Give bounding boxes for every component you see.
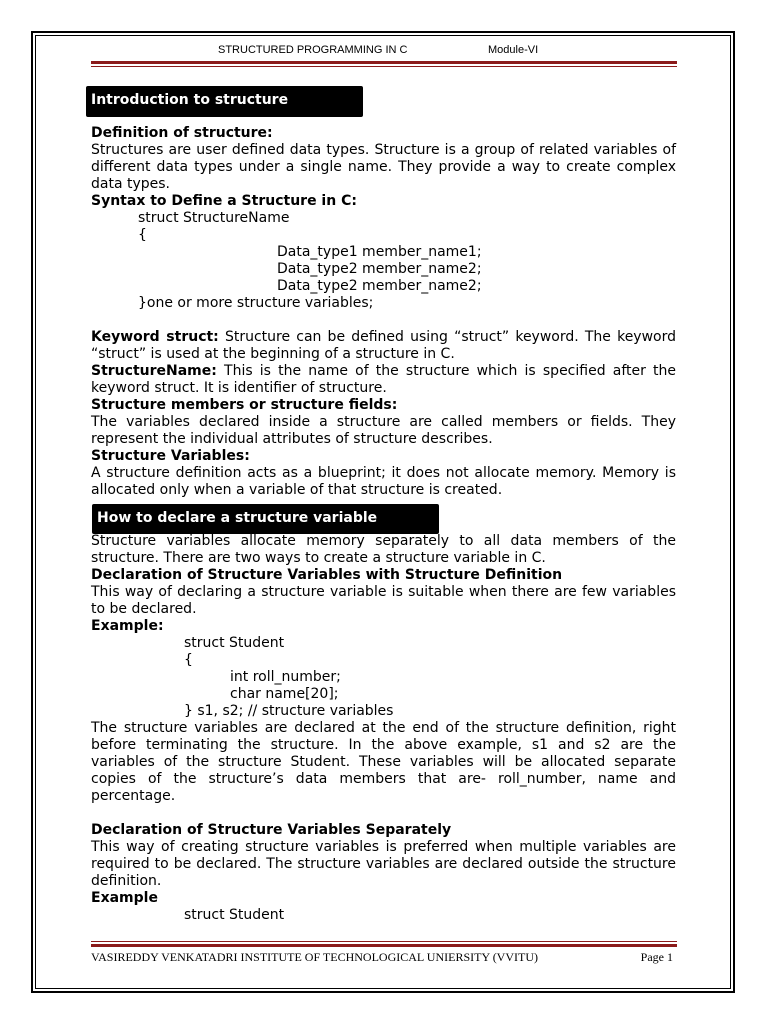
example2-heading: Example — [91, 890, 158, 906]
keyword-struct-label: Keyword struct: — [91, 329, 219, 345]
keyword-struct-paragraph — [91, 329, 676, 363]
syntax-line: }one or more structure variables; — [138, 295, 374, 311]
structure-name-label: StructureName: — [91, 363, 217, 379]
footer-page-number: Page 1 — [640, 950, 673, 964]
section-banner-introduction: Introduction to structure — [86, 86, 363, 117]
definition-heading: Definition of structure: — [91, 125, 273, 141]
keyword-struct-text: Structure can be defined using “struct” keyword. The keyword “struct” is used at the beginning of a structure in C. — [91, 329, 677, 362]
example-line: int roll_number; — [230, 669, 341, 685]
definition-text: Structures are user defined data types. Structure is a group of related variables of different data types under a single name. They provide a way to create complex data types. — [91, 142, 676, 192]
header-title: STRUCTURED PROGRAMMING IN C — [218, 44, 408, 56]
syntax-heading: Syntax to Define a Structure in C: — [91, 193, 357, 209]
separate-text: This way of creating structure variables is preferred when multiple variables are required to be declared. The structure variables are declared outside the structure definition. — [91, 839, 676, 889]
header-rule — [91, 61, 677, 67]
example-heading: Example: — [91, 618, 164, 634]
footer-rule — [91, 941, 677, 947]
section-banner-declare-variable: How to declare a structure variable — [92, 504, 439, 534]
separate-heading: Declaration of Structure Variables Separately — [91, 822, 452, 838]
example-line: } s1, s2; // structure variables — [184, 703, 394, 719]
header-module: Module-VI — [488, 44, 539, 56]
members-text: The variables declared inside a structure are called members or fields. They represent the individual attributes of structure describes. — [91, 414, 676, 447]
members-heading: Structure members or structure fields: — [91, 397, 398, 413]
example2-line: struct Student — [184, 907, 285, 923]
variables-text: A structure definition acts as a blueprint; it does not allocate memory. Memory is allocated only when a variable of that structure is created. — [91, 465, 676, 498]
with-definition-text: This way of declaring a structure variable is suitable when there are few variables to be declared. — [91, 584, 676, 617]
footer-institute: VASIREDDY VENKATADRI INSTITUTE OF TECHNOLOGICAL UNIERSITY (VVITU) — [91, 950, 539, 964]
example-line: char name[20]; — [230, 686, 339, 702]
section-declare-body — [91, 533, 676, 924]
example-line: struct Student — [184, 635, 285, 651]
structure-name-paragraph — [91, 363, 676, 397]
example-line: { — [184, 652, 193, 668]
variables-heading: Structure Variables: — [91, 448, 250, 464]
syntax-line: struct StructureName — [138, 210, 290, 226]
example-explanation: The structure variables are declared at the end of the structure definition, right before terminating the structure. In the above example, s1 and s2 are the variables of the structure Student. These variables will be allocated separate copies of the structure’s data members that are- roll_number, name and percentage. — [91, 720, 676, 804]
declare-intro: Structure variables allocate memory separately to all data members of the structure. There are two ways to create a structure variable in C. — [91, 533, 676, 566]
structure-name-text: This is the name of the structure which is specified after the keyword struct. It is identifier of structure. — [91, 363, 676, 396]
syntax-line: { — [138, 227, 147, 243]
syntax-line: Data_type1 member_name1; — [277, 244, 482, 260]
syntax-line: Data_type2 member_name2; — [277, 278, 482, 294]
with-definition-heading: Declaration of Structure Variables with Structure Definition — [91, 567, 563, 583]
section-introduction-body — [91, 125, 676, 499]
syntax-line: Data_type2 member_name2; — [277, 261, 482, 277]
